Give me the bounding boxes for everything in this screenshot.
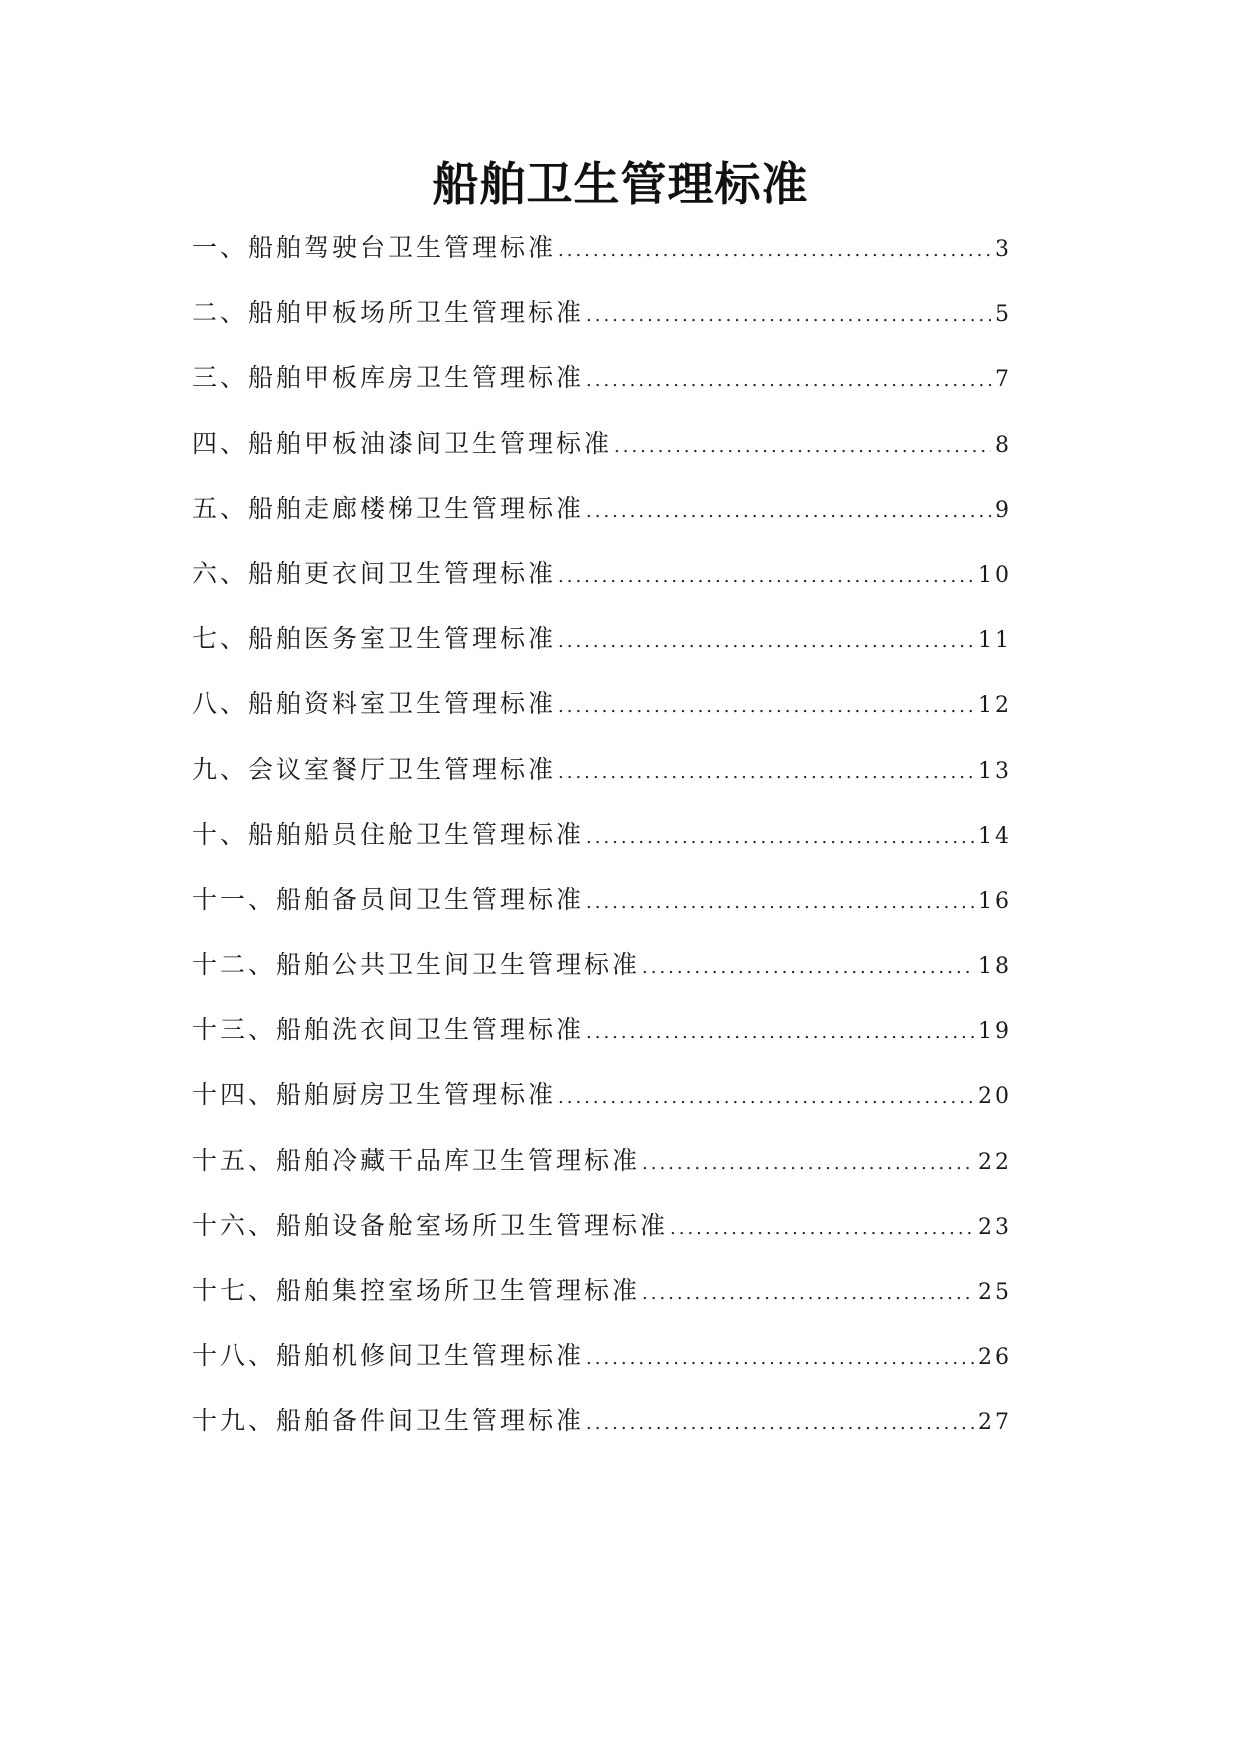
toc-dot-leader: [586, 1413, 974, 1434]
toc-page-number: 26: [978, 1345, 1012, 1371]
toc-entry-label: 九、会议室餐厅卫生管理标准: [192, 754, 557, 784]
toc-dot-leader: [670, 1218, 974, 1239]
toc-entry[interactable]: [192, 228, 1012, 293]
table-of-contents: [192, 228, 1012, 1467]
toc-page-number: 23: [978, 1214, 1012, 1240]
toc-entry-label: 二、船舶甲板场所卫生管理标准: [192, 298, 585, 328]
toc-entry-label: 八、船舶资料室卫生管理标准: [192, 689, 557, 719]
toc-entry[interactable]: [192, 1336, 1012, 1401]
toc-entry-label: 十、船舶船员住舱卫生管理标准: [192, 819, 585, 849]
toc-entry-label: 十七、船舶集控室场所卫生管理标准: [192, 1276, 641, 1305]
toc-entry[interactable]: [192, 684, 1012, 749]
toc-entry-label: 十一、船舶备员间卫生管理标准: [192, 884, 585, 914]
toc-entry[interactable]: [192, 1141, 1012, 1206]
toc-entry-label: 十五、船舶冷藏干品库卫生管理标准: [192, 1145, 641, 1175]
toc-entry-label: 十九、船舶备件间卫生管理标准: [192, 1406, 585, 1436]
toc-entry[interactable]: [192, 358, 1012, 423]
toc-page-number: 18: [978, 954, 1012, 980]
toc-dot-leader: [642, 957, 974, 978]
toc-page-number: 13: [978, 758, 1012, 784]
toc-page-number: 25: [978, 1280, 1012, 1305]
toc-page-number: 10: [978, 562, 1012, 588]
toc-entry-label: 四、船舶甲板油漆间卫生管理标准: [192, 428, 613, 458]
toc-dot-leader: [586, 370, 991, 391]
toc-page-number: 11: [978, 628, 1012, 654]
toc-entry-label: 十六、船舶设备舱室场所卫生管理标准: [192, 1210, 669, 1240]
toc-entry-label: 十三、船舶洗衣间卫生管理标准: [192, 1015, 585, 1045]
toc-dot-leader: [586, 305, 991, 326]
toc-entry[interactable]: [192, 619, 1012, 684]
toc-dot-leader: [558, 762, 974, 783]
toc-dot-leader: [586, 892, 974, 913]
toc-entry[interactable]: [192, 554, 1012, 619]
toc-entry-label: 七、船舶医务室卫生管理标准: [192, 624, 557, 654]
toc-entry[interactable]: [192, 1075, 1012, 1140]
toc-page-number: 9: [995, 497, 1012, 523]
toc-entry[interactable]: [192, 293, 1012, 358]
toc-page-number: 7: [995, 367, 1012, 393]
toc-entry-label: 十八、船舶机修间卫生管理标准: [192, 1341, 585, 1371]
toc-entry-label: 六、船舶更衣间卫生管理标准: [192, 558, 557, 588]
toc-dot-leader: [558, 1087, 974, 1108]
toc-dot-leader: [558, 696, 974, 717]
toc-page-number: 19: [978, 1019, 1012, 1045]
toc-page-number: 5: [995, 302, 1012, 328]
toc-entry-label: 三、船舶甲板库房卫生管理标准: [192, 363, 585, 393]
toc-dot-leader: [614, 436, 991, 457]
toc-page-number: 16: [978, 888, 1012, 914]
toc-entry[interactable]: [192, 1401, 1012, 1466]
toc-dot-leader: [586, 1022, 974, 1043]
toc-entry[interactable]: [192, 424, 1012, 489]
toc-dot-leader: [642, 1283, 974, 1304]
toc-page-number: 8: [995, 432, 1012, 458]
toc-page-number: 20: [978, 1084, 1012, 1110]
toc-dot-leader: [586, 501, 991, 522]
toc-dot-leader: [586, 1348, 974, 1369]
toc-page-number: 27: [978, 1410, 1012, 1436]
toc-entry-label: 一、船舶驾驶台卫生管理标准: [192, 233, 557, 262]
toc-entry[interactable]: [192, 945, 1012, 1010]
toc-entry[interactable]: [192, 1010, 1012, 1075]
toc-page-number: 3: [995, 237, 1012, 262]
toc-dot-leader: [586, 827, 974, 848]
toc-entry-label: 十四、船舶厨房卫生管理标准: [192, 1080, 557, 1110]
toc-entry-label: 五、船舶走廊楼梯卫生管理标准: [192, 493, 585, 523]
toc-page-number: 22: [978, 1149, 1012, 1175]
toc-entry[interactable]: [192, 489, 1012, 554]
toc-entry[interactable]: [192, 880, 1012, 945]
toc-dot-leader: [558, 240, 991, 261]
toc-entry[interactable]: [192, 815, 1012, 880]
toc-dot-leader: [642, 1153, 974, 1174]
toc-entry[interactable]: [192, 1206, 1012, 1271]
toc-dot-leader: [558, 631, 974, 652]
toc-page-number: 12: [978, 693, 1012, 719]
toc-entry[interactable]: [192, 750, 1012, 815]
document-title: 船舶卫生管理标准: [432, 157, 809, 211]
toc-entry-label: 十二、船舶公共卫生间卫生管理标准: [192, 950, 641, 980]
toc-entry[interactable]: [192, 1271, 1012, 1336]
toc-page-number: 14: [978, 823, 1012, 849]
toc-dot-leader: [558, 566, 974, 587]
